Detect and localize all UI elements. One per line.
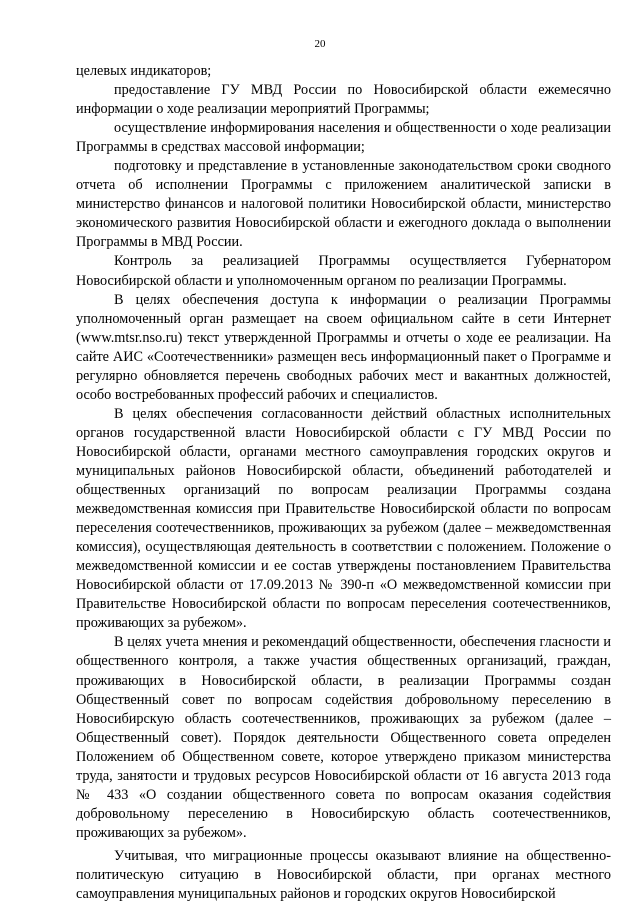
paragraph-4: подготовку и представление в установленные законодательством сроки сводного отчета об исполнении Программы с приложением аналитической записки в министерство финансов и налоговой политики Новосибирской области, министерство экономического развития Новосибирской области и ежегодного доклада о выполнении Программы в МВД России.: [76, 158, 611, 251]
paragraph-6: В целях обеспечения доступа к информации о реализации Программы уполномоченный орган размещает на своем официальном сайте в сети Интернет (www.mtsr.nso.ru) текст утвержденной Программы и отчеты о ходе ее реализации. На сайте АИС «Соотечественники» размещен весь информационный пакет о Программе и регулярно обновляется перечень свободных рабочих мест и вакантных должностей, особо востребованных профессий рабочих и специалистов.: [76, 291, 611, 403]
paragraph-9: Учитывая, что миграционные процессы оказывают влияние на общественно-политическую ситуацию в Новосибирской области, при органах местного самоуправления муниципальных районов и городских округов Новосибирской: [76, 847, 611, 903]
paragraph-5: Контроль за реализацией Программы осуществляется Губернатором Новосибирской области и уполномоченным органом по реализации Программы.: [76, 253, 611, 289]
document-body: [76, 62, 611, 904]
page-number: 20: [314, 38, 326, 50]
paragraph-2: предоставление ГУ МВД России по Новосибирской области ежемесячно информации о ходе реализации мероприятий Программы;: [76, 82, 611, 118]
paragraph-3: осуществление информирования населения и общественности о ходе реализации Программы в средствах массовой информации;: [76, 120, 611, 156]
paragraph-1: целевых индикаторов;: [76, 63, 212, 79]
paragraph-7: В целях обеспечения согласованности действий областных исполнительных органов государственной власти Новосибирской области с ГУ МВД России по Новосибирской области, органами местного самоуправления городских округов и муниципальных районов Новосибирской области, объединений работодателей и общественных организаций по вопросам реализации Программы создана межведомственная комиссия при Правительстве Новосибирской области по вопросам переселения соотечественников, проживающих за рубежом (далее – межведомственная комиссия), осуществляющая деятельность в соответствии с положением. Положение о межведомственной комиссии и ее состав утверждены постановлением Правительства Новосибирской области от 17.09.2013 № 390-п «О межведомственной комиссии при Правительстве Новосибирской области по вопросам переселения соотечественников, проживающих за рубежом».: [76, 405, 611, 632]
paragraph-8: В целях учета мнения и рекомендаций общественности, обеспечения гласности и общественного контроля, а также участия общественных организаций, граждан, проживающих в Новосибирской области, в реализации Программы создан Общественный совет по вопросам содействия добровольному переселению в Новосибирскую область соотечественников, проживающих за рубежом (далее – Общественный совет). Порядок деятельности Общественного совета определен Положением об Общественном совете, которое утверждено приказом министерства труда, занятости и трудовых ресурсов Новосибирской области от 16 августа 2013 года № 433 «О создании общественного совета по вопросам оказания содействия добровольному переселению в Новосибирскую область соотечественников, проживающих за рубежом».: [76, 634, 611, 841]
